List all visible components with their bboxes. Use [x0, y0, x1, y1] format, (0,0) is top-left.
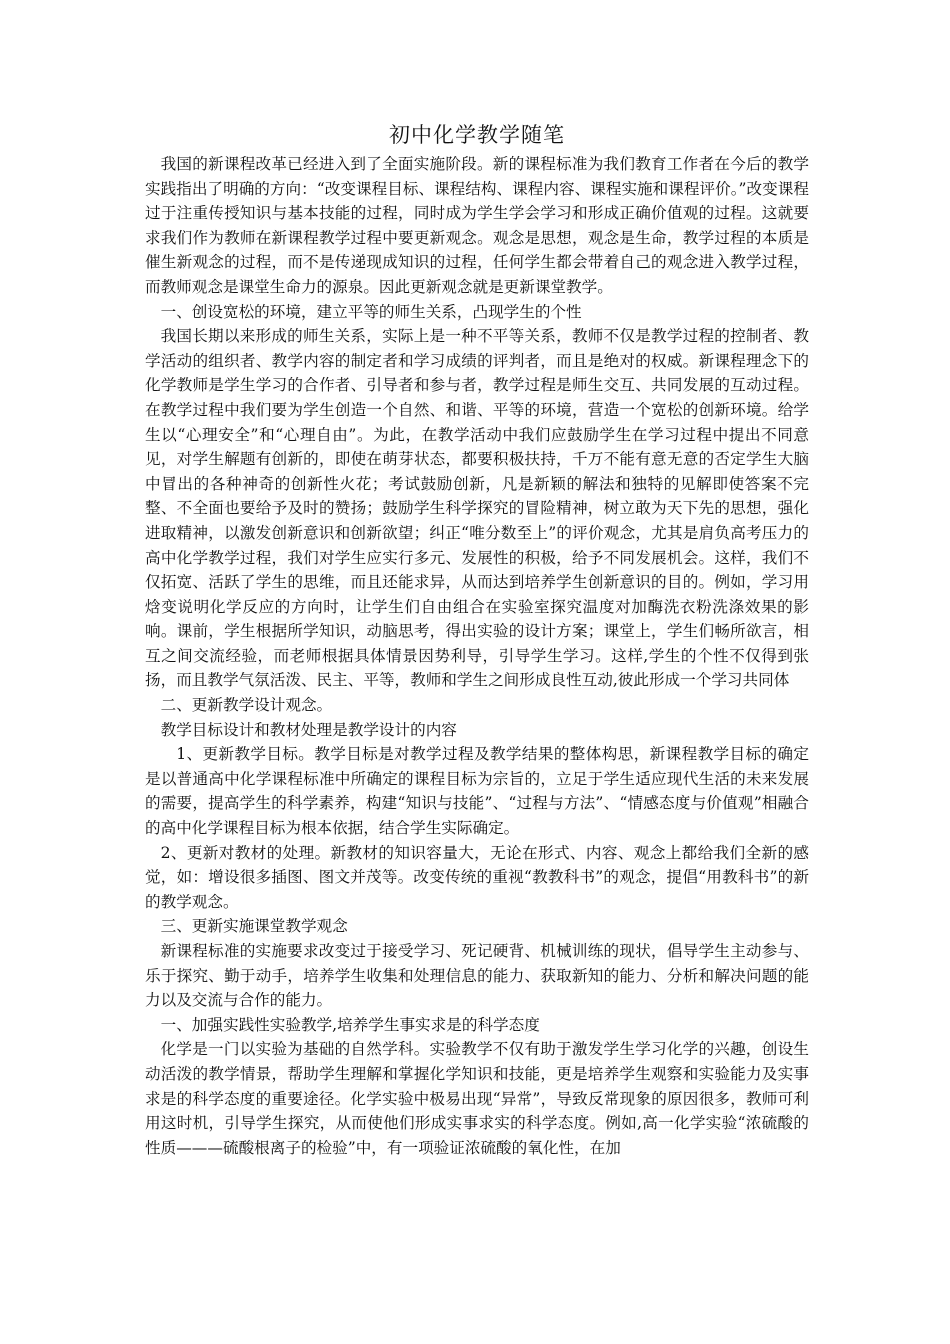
paragraph-teacher-student: 我国长期以来形成的师生关系，实际上是一种不平等关系，教师不仅是教学过程的控制者、教学活动的组织者、教学内容的制定者和学习成绩的评判者，而且是绝对的权威。新课程理念下的化学教师是学生学习的合作者、引导者和参与者，教学过程是师生交互、共同发展的互动过程。在教学过程中我们要为学生创造一个自然、和谐、平等的环境，营造一个宽松的创新环境。给学生以“心理安全”和“心理自由”。为此，在教学活动中我们应鼓励学生在学习过程中提出不同意见，对学生解题有创新的，即使在萌芽状态，都要积极扶持，千万不能有意无意的否定学生大脑中冒出的各种神奇的创新性火花；考试鼓励创新，凡是新颖的解法和独特的见解即使答案不完整、不全面也要给予及时的赞扬；鼓励学生科学探究的冒险精神，树立敢为天下先的思想，强化进取精神，以激发创新意识和创新欲望；纠正“唯分数至上”的评价观念，尤其是肩负高考压力的高中化学教学过程，我们对学生应实行多元、发展性的积极，给予不同发展机会。这样，我们不仅拓宽、活跃了学生的思维，而且还能求异，从而达到培养学生创新意识的目的。例如，学习用焓变说明化学反应的方向时，让学生们自由组合在实验室探究温度对加酶洗衣粉洗涤效果的影响。课前，学生根据所学知识，动脑思考，得出实验的设计方案；课堂上，学生们畅所欲言，相互之间交流经验，而老师根据具体情景因势利导，引导学生学习。这样,学生的个性不仅得到张扬，而且教学气氛活泼、民主、平等，教师和学生之间形成良性互动,彼此形成一个学习共同体 — [145, 327, 809, 690]
paragraph-experiments: 化学是一门以实验为基础的自然学科。实验教学不仅有助于激发学生学习化学的兴趣，创设生动活泼的教学情景，帮助学生理解和掌握化学知识和技能，更是培养学生观察和实验能力及实事求是的科学态度的重要途径。化学实验中极易出现“异常”，导致反常现象的原因很多，教师可利用这时机，引导学生探究，从而使他们形成实事求实的科学态度。例如,高一化学实验“浓硫酸的性质———硫酸根离子的检验”中，有一项验证浓硫酸的氧化性，在加 — [145, 1040, 809, 1157]
paragraph-intro: 我国的新课程改革已经进入到了全面实施阶段。新的课程标准为我们教育工作者在今后的教学实践指出了明确的方向：“改变课程目标、课程结构、课程内容、课程实施和课程评价。”改变课程过于注重传授知识与基本技能的过程，同时成为学生学会学习和形成正确价值观的过程。这就要求我们作为教师在新课程教学过程中要更新观念。观念是思想，观念是生命，教学过程的本质是催生新观念的过程，而不是传递现成知识的过程，任何学生都会带着自己的观念进入教学过程，而教师观念是课堂生命力的源泉。因此更新观念就是更新课堂教学。 — [145, 155, 809, 296]
section-heading-3: 三、更新实施课堂教学观念 — [160, 917, 348, 936]
document-title: 初中化学教学随笔 — [389, 123, 565, 147]
section-heading-1: 一、创设宽松的环境，建立平等的师生关系，凸现学生的个性 — [160, 302, 582, 321]
document-page — [145, 120, 809, 1160]
paragraph-update-materials: 2、更新对教材的处理。新教材的知识容量大，无论在形式、内容、观念上都给我们全新的感觉，如：增设很多插图、图文并茂等。改变传统的重视“教教科书”的观念，提倡“用教科书”的新的教学观念。 — [145, 843, 809, 911]
paragraph-design-content: 教学目标设计和教材处理是教学设计的内容 — [160, 720, 457, 739]
paragraph-update-goals: 1、更新教学目标。教学目标是对教学过程及教学结果的整体构思，新课程教学目标的确定是以普通高中化学课程标准中所确定的课程目标为宗旨的，立足于学生适应现代生活的未来发展的需要，提高学生的科学素养，构建“知识与技能”、“过程与方法”、“情感态度与价值观”相融合的高中化学课程目标为根本依据，结合学生实际确定。 — [145, 745, 809, 838]
paragraph-new-standards: 新课程标准的实施要求改变过于接受学习、死记硬背、机械训练的现状，倡导学生主动参与、乐于探究、勤于动手，培养学生收集和处理信息的能力、获取新知的能力、分析和解决问题的能力以及交流与合作的能力。 — [145, 942, 809, 1010]
section-heading-2: 二、更新教学设计观念。 — [160, 696, 333, 715]
section-heading-4: 一、加强实践性实验教学,培养学生事实求是的科学态度 — [160, 1015, 540, 1034]
